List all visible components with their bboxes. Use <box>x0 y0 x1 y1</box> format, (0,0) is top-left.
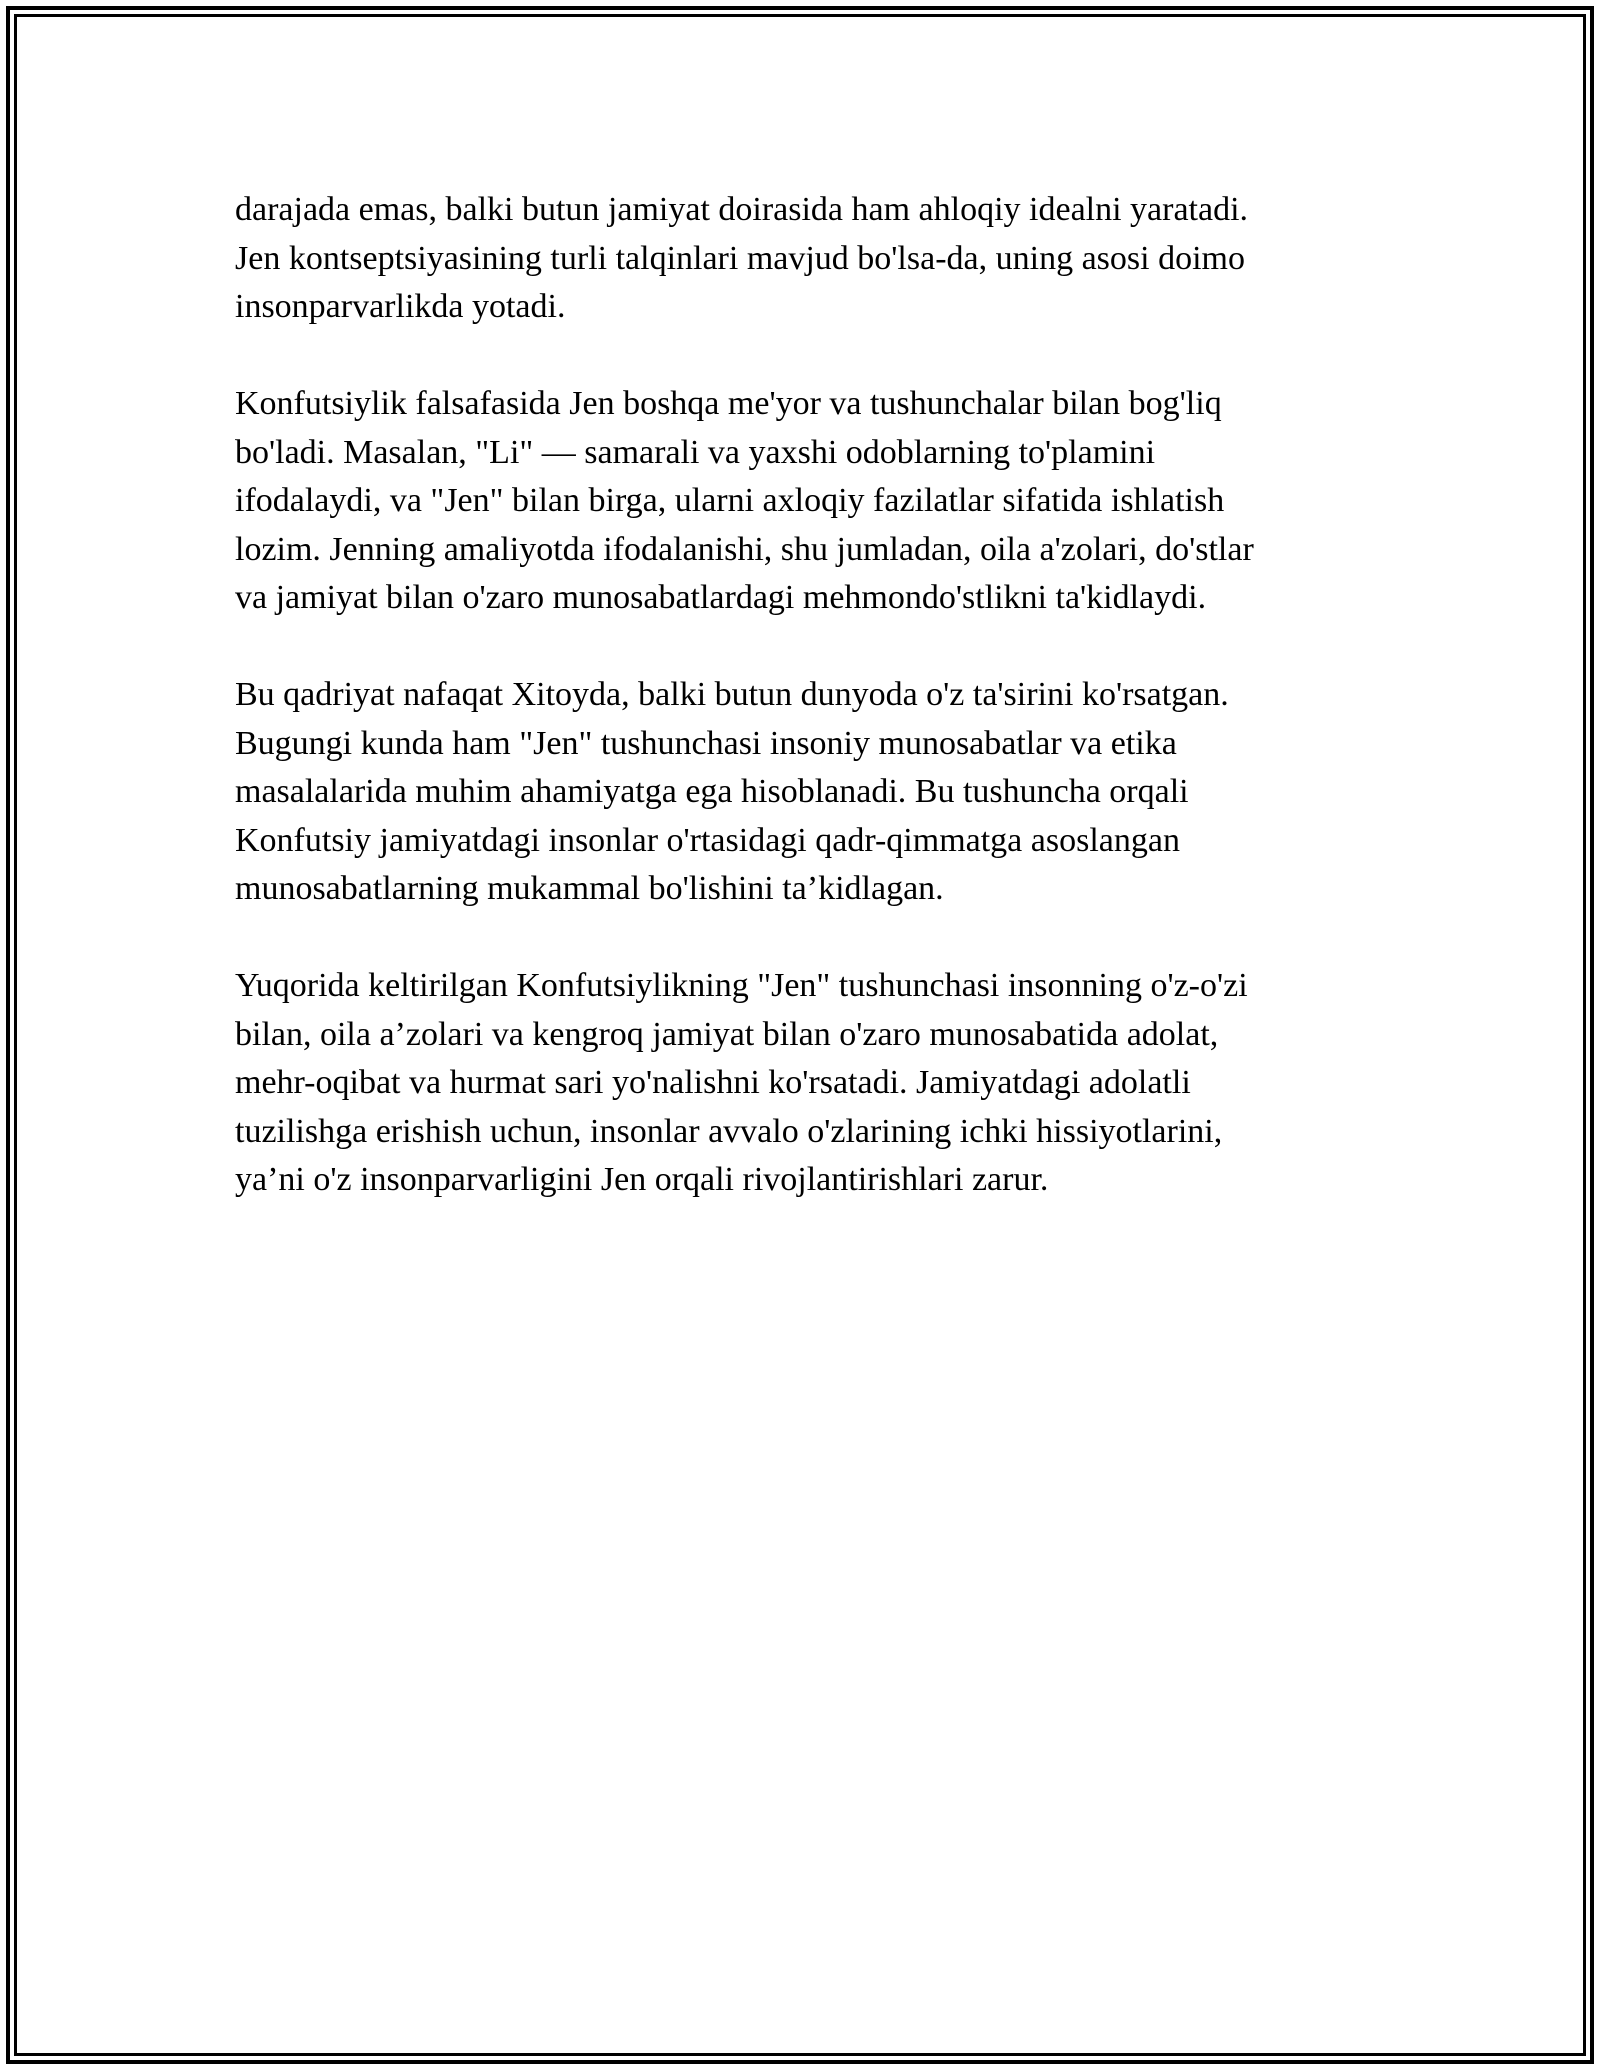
paragraph-2 <box>235 380 1365 623</box>
text-line: darajada emas, balki butun jamiyat doirasida ham ahloqiy idealni yaratadi. <box>235 191 1249 228</box>
text-line: bilan, oila a’zolari va kengroq jamiyat bilan o'zaro munosabatida adolat, <box>235 1015 1219 1053</box>
text-line: munosabatlarning mukammal bo'lishini ta’kidlagan. <box>235 870 944 907</box>
text-line: Yuqorida keltirilgan Konfutsiylikning "Jen" tushunchasi insonning o'z-o'zi <box>235 967 1248 1004</box>
document-body <box>235 186 1365 1253</box>
text-line: Jen kontseptsiyasining turli talqinlari mavjud bo'lsa-da, uning asosi doimo <box>235 239 1245 277</box>
paragraph-3 <box>235 671 1365 914</box>
text-line: ya’ni o'z insonparvarligini Jen orqali rivojlantirishlari zarur. <box>235 1161 1049 1198</box>
text-line: mehr-oqibat va hurmat sari yo'nalishni ko'rsatadi. Jamiyatdagi adolatli <box>235 1064 1191 1101</box>
text-line: bo'ladi. Masalan, "Li" — samarali va yaxshi odoblarning to'plamini <box>235 433 1156 471</box>
text-line: Bugungi kunda ham "Jen" tushunchasi insoniy munosabatlar va etika <box>235 724 1177 762</box>
paragraph-1 <box>235 186 1365 332</box>
text-line: insonparvarlikda yotadi. <box>235 288 566 325</box>
text-line: va jamiyat bilan o'zaro munosabatlardagi mehmondo'stlikni ta'kidlaydi. <box>235 579 1207 616</box>
text-line: lozim. Jenning amaliyotda ifodalanishi, shu jumladan, oila a'zolari, do'stlar <box>235 530 1254 568</box>
text-line: masalalarida muhim ahamiyatga ega hisoblanadi. Bu tushuncha orqali <box>235 773 1189 810</box>
text-line: Konfutsiy jamiyatdagi insonlar o'rtasidagi qadr-qimmatga asoslangan <box>235 821 1180 859</box>
text-line: ifodalaydi, va "Jen" bilan birga, ularni axloqiy fazilatlar sifatida ishlatish <box>235 482 1225 519</box>
text-line: tuzilishga erishish uchun, insonlar avvalo o'zlarining ichki hissiyotlarini, <box>235 1112 1223 1150</box>
text-line: Bu qadriyat nafaqat Xitoyda, balki butun dunyoda o'z ta'sirini ko'rsatgan. <box>235 676 1229 713</box>
paragraph-4 <box>235 962 1365 1205</box>
text-line: Konfutsiylik falsafasida Jen boshqa me'yor va tushunchalar bilan bog'liq <box>235 385 1222 422</box>
